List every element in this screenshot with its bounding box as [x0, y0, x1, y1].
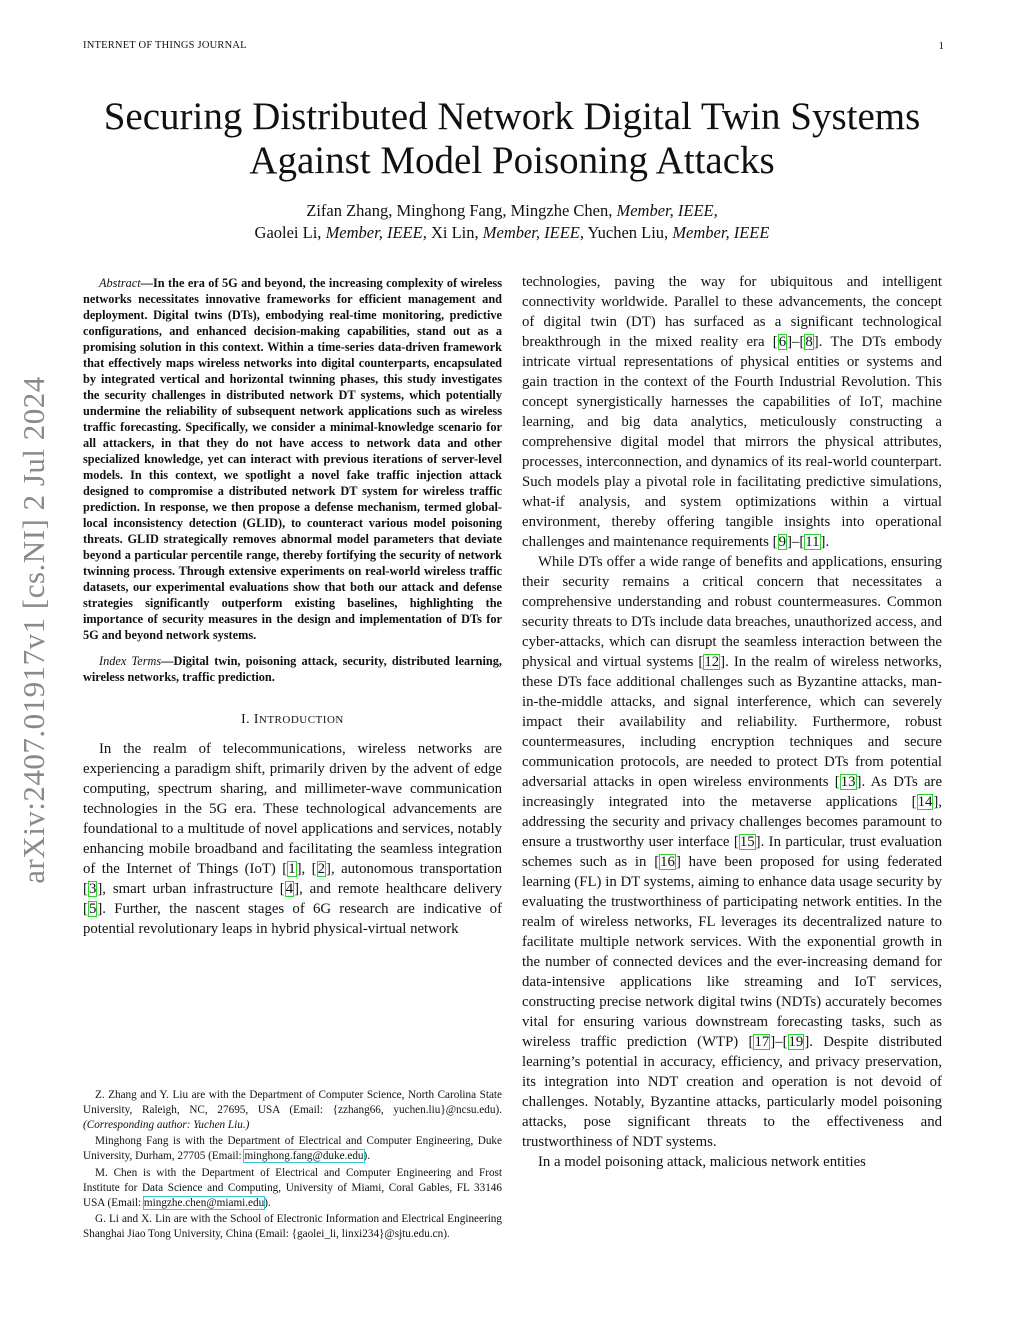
footnote-text: Minghong Fang is with the Department of Electrical and Computer Engineering, Duke University, Durham, 27705 (Email:	[83, 1135, 502, 1163]
arxiv-stamp	[12, 300, 56, 960]
footnotes	[83, 1088, 502, 1244]
citation[interactable]: [9]	[772, 534, 792, 550]
email-link-miami[interactable]: mingzhe.chen@miami.edu	[143, 1196, 265, 1209]
abstract-text: —In the era of 5G and beyond, the increasing complexity of wireless networks necessitates innovative frameworks for efficient management and deployment. Digital twins (DTs), embodying real-time monitoring, predictive configurations, and enhanced decision-making capabilities, stand out as a promising solution in this context. Within a time-series data-driven framework that effectively maps wireless networks into digital counterparts, encapsulated by integrated vertical and horizontal twinning phases, this study investigates the security challenges in distributed network DT systems, which potentially undermine the reliability of subsequent network applications such as wireless traffic forecasting. Specifically, we consider a minimal-knowledge scenario for all attackers, in that they do not have access to network data and other specialized knowledge, yet can interact with previous iterations of server-level models. In this context, we spotlight a novel fake traffic injection attack designed to compromise a distributed network DT system for wireless traffic prediction. In response, we then propose a defense mechanism, termed global-local inconsistency detection (GLID), to counteract various model poisoning threats. GLID strategically removes abnormal model parameters that deviate beyond a particular percentile range, thereby fortifying the security of network twinning process. Through extensive experiments on real-world wireless traffic datasets, our experimental evaluations show that both our attack and defense strategies significantly outperform existing baselines, highlighting the importance of security measures in the design and implementation of DTs for 5G and beyond network systems.	[83, 276, 502, 642]
author-role-3: Member, IEEE,	[482, 223, 585, 242]
author-role-2: Member, IEEE,	[325, 223, 427, 242]
citation[interactable]: [2]	[311, 861, 331, 877]
index-terms-text: —Digital twin, poisoning attack, security, distributed learning, wireless networks, traffic prediction.	[83, 654, 502, 684]
citation[interactable]: [15]	[733, 834, 761, 850]
footnote-text: G. Li and X. Lin are with the School of Electronic Information and Electrical Engineering Shanghai Jiao Tong University, China (Email: {gaolei_li, linxi234}@sjtu.edu.cn).	[83, 1213, 502, 1241]
citation[interactable]: [11]	[799, 534, 826, 550]
running-head: INTERNET OF THINGS JOURNAL	[83, 40, 247, 51]
citation[interactable]: [1]	[282, 861, 302, 877]
paper-title	[60, 95, 964, 183]
citation-link-8[interactable]: 8	[805, 334, 813, 350]
page-number: 1	[938, 40, 944, 52]
abstract	[83, 275, 502, 643]
footnote-text: ).	[264, 1196, 271, 1209]
left-column	[83, 275, 502, 939]
citation-link-1[interactable]: 1	[288, 861, 296, 877]
citation[interactable]: [6]	[772, 334, 793, 350]
right-column	[522, 272, 942, 1172]
intro-paragraph-1	[83, 739, 502, 939]
title-line-2: Against Model Poisoning Attacks	[249, 139, 775, 182]
citation[interactable]: [3]	[83, 881, 103, 897]
citation-link-13[interactable]: 13	[840, 774, 856, 790]
citation[interactable]: [17]	[748, 1034, 776, 1050]
text-span: . As DTs are increasingly integrated into the metaverse applications	[522, 774, 943, 810]
text-span: have been proposed for using federated learning (FL) in DT systems, aiming to enhance data usage security by evaluating the trustworthiness of participating network entities. In the realm of wireless networks, FL leverages its decentralized nature to facilitate multiple network services. With the exponential growth in the number of connected devices and the ever-increasing demand for data-intensive applications like streaming and IoT services, constructing precise network digital twins (NDTs) accurately becomes vital for ensuring various downstream forecasting tasks, such as wireless traffic prediction (WTP)	[522, 854, 942, 1050]
author-gaolei-li: Gaolei Li,	[254, 223, 322, 242]
citation-link-6[interactable]: 6	[778, 334, 787, 350]
citation-link-12[interactable]: 12	[704, 654, 720, 670]
author-line-2	[60, 222, 964, 244]
text-span: , addressing the security and privacy challenges becomes paramount to ensure a trustworthy user interface	[522, 794, 942, 850]
text-span: , autonomous transportation	[330, 861, 502, 877]
citation-link-3[interactable]: 3	[88, 881, 97, 897]
text-span: .	[825, 534, 830, 550]
author-line-1	[60, 200, 964, 222]
citation[interactable]: [16]	[654, 854, 681, 870]
corresponding-author: (Corresponding author: Yuchen Liu.)	[83, 1118, 250, 1131]
intro-paragraph-4: In a model poisoning attack, malicious network entities	[538, 1154, 866, 1170]
footnote-text: Z. Zhang and Y. Liu are with the Department of Computer Science, North Carolina State University, Raleigh, NC, 27695, USA (Email: {zzhang66, yuchen.liu}@ncsu.edu).	[83, 1089, 502, 1116]
citation-link-5[interactable]: 5	[88, 901, 97, 917]
text-span: technologies, paving the way for ubiquitous and intelligent connectivity worldwide. Parallel to these advancements, the concept of digital twin (DT) has surfaced as a significant technological breakthrough in the mixed reality era	[522, 274, 942, 350]
citation[interactable]: [12]	[698, 654, 726, 670]
citation-link-4[interactable]: 4	[285, 881, 294, 897]
footnote-text: M. Chen is with the Department of Electrical and Computer Engineering and Frost Institute for Data Science and Computing, University of Miami, Coral Gables, FL 33146 USA (Email:	[83, 1166, 502, 1209]
citation-link-14[interactable]: 14	[917, 794, 933, 810]
footnote-text: ).	[363, 1150, 371, 1163]
author-yuchen-liu: Yuchen Liu,	[587, 223, 669, 242]
section-number: I.	[241, 711, 254, 726]
citation[interactable]: [19]	[782, 1034, 810, 1050]
citation[interactable]: [4]	[279, 881, 300, 897]
text-span: –	[792, 334, 800, 350]
abstract-label: Abstract	[99, 276, 141, 290]
citation[interactable]: [8]	[799, 334, 819, 350]
author-list	[60, 200, 964, 244]
section-title-initial: I	[253, 711, 259, 726]
text-span: ,	[301, 861, 312, 877]
author-names-1: Zifan Zhang, Minghong Fang, Mingzhe Chen,	[306, 201, 613, 220]
email-link-duke[interactable]: minghong.fang@duke.edu	[244, 1150, 364, 1163]
citation[interactable]: [5]	[83, 901, 103, 917]
index-terms-label: Index Terms	[99, 654, 162, 668]
citation-link-19[interactable]: 19	[788, 1034, 804, 1050]
citation-link-15[interactable]: 15	[739, 834, 755, 850]
text-span: . The DTs embody intricate virtual representations of physical entities or systems and gain traction in the context of the Fourth Industrial Revolution. This concept synergistically harnesses the capabilities of IoT, machine learning, and big data analytics, meticulously constructing a comprehensive digital model that mirrors the physical attributes, processes, interconnection, and dynamics of its real-world counterpart. Such models play a pivotal role in facilitating predictive simulations, what-if analysis, and system optimizations within a virtual environment, thereby offering tangible insights into operational challenges and maintenance requirements	[522, 334, 943, 550]
footnote-4	[83, 1212, 502, 1242]
footnote-2	[83, 1134, 502, 1164]
text-span: While DTs offer a wide range of benefits and applications, ensuring their security remains a critical concern that necessitates a comprehensive understanding and robust countermeasures. Common security threats to DTs include data breaches, unauthorized access, and cyber-attacks, which can disrupt the seamless interaction between the physical and virtual systems	[522, 554, 942, 670]
text-span: . Despite distributed learning’s potential in accuracy, efficiency, and privacy preservation, its integration into NDT creation and operation is not devoid of challenges. Notably, Byzantine attacks, particularly model poisoning attacks, pose significant threats to the effectiveness and trustworthiness of NDT systems.	[522, 1034, 942, 1150]
citation-link-17[interactable]: 17	[754, 1034, 770, 1050]
index-terms	[83, 653, 502, 685]
text-span: –	[791, 534, 800, 550]
intro-paragraph-2	[522, 272, 942, 552]
author-role-1: Member, IEEE,	[616, 201, 718, 220]
text-span: , and remote healthcare delivery	[299, 881, 502, 897]
text-span: , smart urban infrastructure	[102, 881, 280, 897]
footnote-3	[83, 1166, 502, 1210]
author-xi-lin: Xi Lin,	[430, 223, 479, 242]
text-span: . Further, the nascent stages of 6G research are indicative of potential revolutionary leaps in hybrid physical-virtual network	[83, 901, 502, 937]
citation-link-11[interactable]: 11	[805, 534, 820, 550]
citation[interactable]: [13]	[834, 774, 862, 790]
text-span: In the realm of telecommunications, wireless networks are experiencing a paradigm shift, primarily driven by the advent of edge computing, spectrum sharing, and millimeter-wave communication technologies in the 5G era. These technological advancements are foundational to a multitude of novel applications and services, notably enhancing mobile broadband and facilitating the seamless integration of the Internet of Things (IoT)	[83, 741, 502, 877]
author-role-4: Member, IEEE	[672, 223, 770, 242]
citation-link-2[interactable]: 2	[317, 861, 326, 877]
text-span: –	[775, 1034, 783, 1050]
title-line-1: Securing Distributed Network Digital Twin Systems	[103, 95, 921, 138]
section-title-rest: NTRODUCTION	[258, 714, 344, 726]
text-span: . In particular, trust evaluation schemes such as in	[522, 834, 942, 870]
intro-paragraph-3	[522, 552, 942, 1152]
citation-link-16[interactable]: 16	[660, 854, 675, 870]
text-span: . In the realm of wireless networks, these DTs face additional challenges such as Byzantine attacks, man-in-the-middle attacks, and signal interference, which can severely impact their availability and reliability. Furthermore, robust countermeasures, including encryption techniques and secure communication protocols, are needed to protect DTs from potential adversarial attacks in open wireless environments	[522, 654, 942, 790]
section-heading-introduction	[83, 711, 502, 727]
citation[interactable]: [14]	[911, 794, 939, 810]
arxiv-id: arXiv:2407.01917v1 [cs.NI] 2 Jul 2024	[16, 376, 51, 884]
footnote-1	[83, 1088, 502, 1132]
citation-link-9[interactable]: 9	[778, 534, 786, 550]
